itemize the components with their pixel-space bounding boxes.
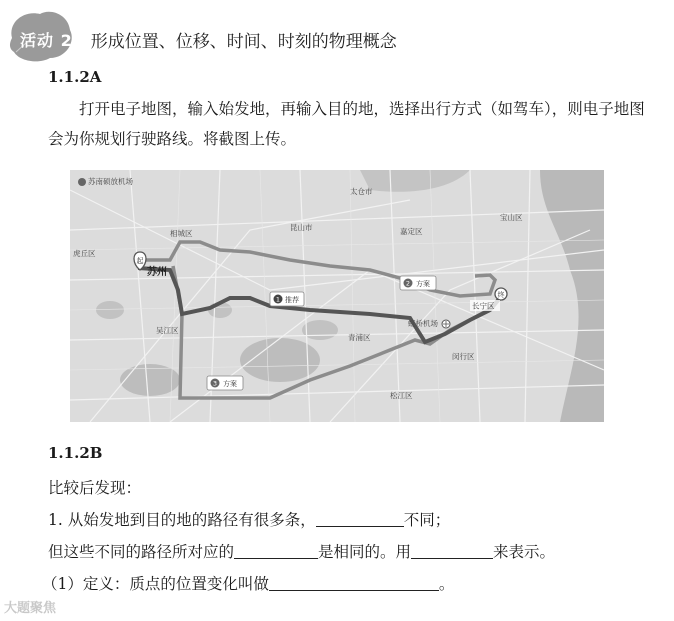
line2-part2: 是相同的。用: [318, 543, 412, 561]
airport-icon: [78, 178, 86, 186]
lake-3: [302, 320, 338, 340]
section-b-heading: 1.1.2B: [48, 444, 103, 462]
activity-badge: 活动 2: [20, 30, 73, 50]
blank-1[interactable]: [316, 510, 404, 527]
blank-4[interactable]: [269, 574, 439, 591]
map-svg: [70, 170, 604, 422]
end-marker: [495, 288, 507, 300]
activity-title: 形成位置、位移、时间、时刻的物理概念: [90, 31, 397, 52]
definition-text: （1）定义：质点的位置变化叫做: [42, 575, 269, 593]
route-tag-2[interactable]: [400, 276, 436, 290]
label-suzhou: 苏州: [147, 267, 167, 278]
watermark: 大题聚焦: [4, 601, 57, 616]
label-jiading: 嘉定区: [400, 227, 423, 236]
lake-5: [96, 301, 124, 319]
start-marker-label: 起: [136, 257, 144, 265]
label-xiangcheng: 相城区: [170, 229, 193, 238]
line2-part3: 来表示。: [493, 543, 556, 561]
label-hongqiao: 虹桥机场: [408, 319, 438, 328]
statement-line-1: [48, 508, 450, 530]
route-number-1: 1: [275, 295, 281, 304]
route-number-3: 3: [212, 379, 218, 388]
route-number-2: 2: [405, 279, 411, 288]
route-tag-1[interactable]: [270, 292, 304, 306]
route-tag-1-label: 推荐: [285, 296, 299, 304]
activity-header: [6, 22, 397, 56]
section-a-paragraph: 打开电子地图，输入始发地，再输入目的地，选择出行方式（如驾车），则电子地图会为你规划行驶路线。将截图上传。: [48, 100, 645, 148]
line2-part1: 但这些不同的路径所对应的: [48, 543, 235, 561]
label-qingpu: 青浦区: [348, 333, 371, 342]
line1-part1: 1. 从始发地到目的地的路径有很多条，: [48, 511, 316, 529]
label-wujiang: 吴江区: [156, 326, 179, 335]
section-a-heading: 1.1.2A: [48, 68, 102, 86]
section-b-intro: 比较后发现：: [48, 479, 142, 497]
label-huqiu: 虎丘区: [73, 249, 96, 258]
label-taicang: 太仓市: [350, 187, 373, 196]
hongqiao-airport-icon: [442, 320, 450, 328]
blank-3[interactable]: [411, 542, 493, 559]
label-songjiang: 松江区: [390, 391, 413, 400]
definition-line: [42, 572, 454, 594]
line1-part2: 不同；: [403, 511, 451, 529]
label-airport: 苏南硕放机场: [88, 177, 133, 186]
label-minhang: 闵行区: [452, 352, 475, 361]
label-changning: 长宁区: [472, 301, 495, 311]
end-marker-label: 终: [497, 291, 505, 299]
route-tag-2-label: 方案: [416, 280, 430, 288]
definition-end: 。: [438, 575, 455, 593]
route-tag-3-label: 方案: [223, 380, 237, 388]
label-baoshan: 宝山区: [500, 213, 523, 222]
route-map: [70, 170, 604, 422]
route-tag-3[interactable]: [207, 376, 243, 390]
statement-line-2: [48, 540, 555, 562]
label-kunshan: 昆山市: [290, 223, 313, 232]
blank-2[interactable]: [234, 542, 318, 559]
